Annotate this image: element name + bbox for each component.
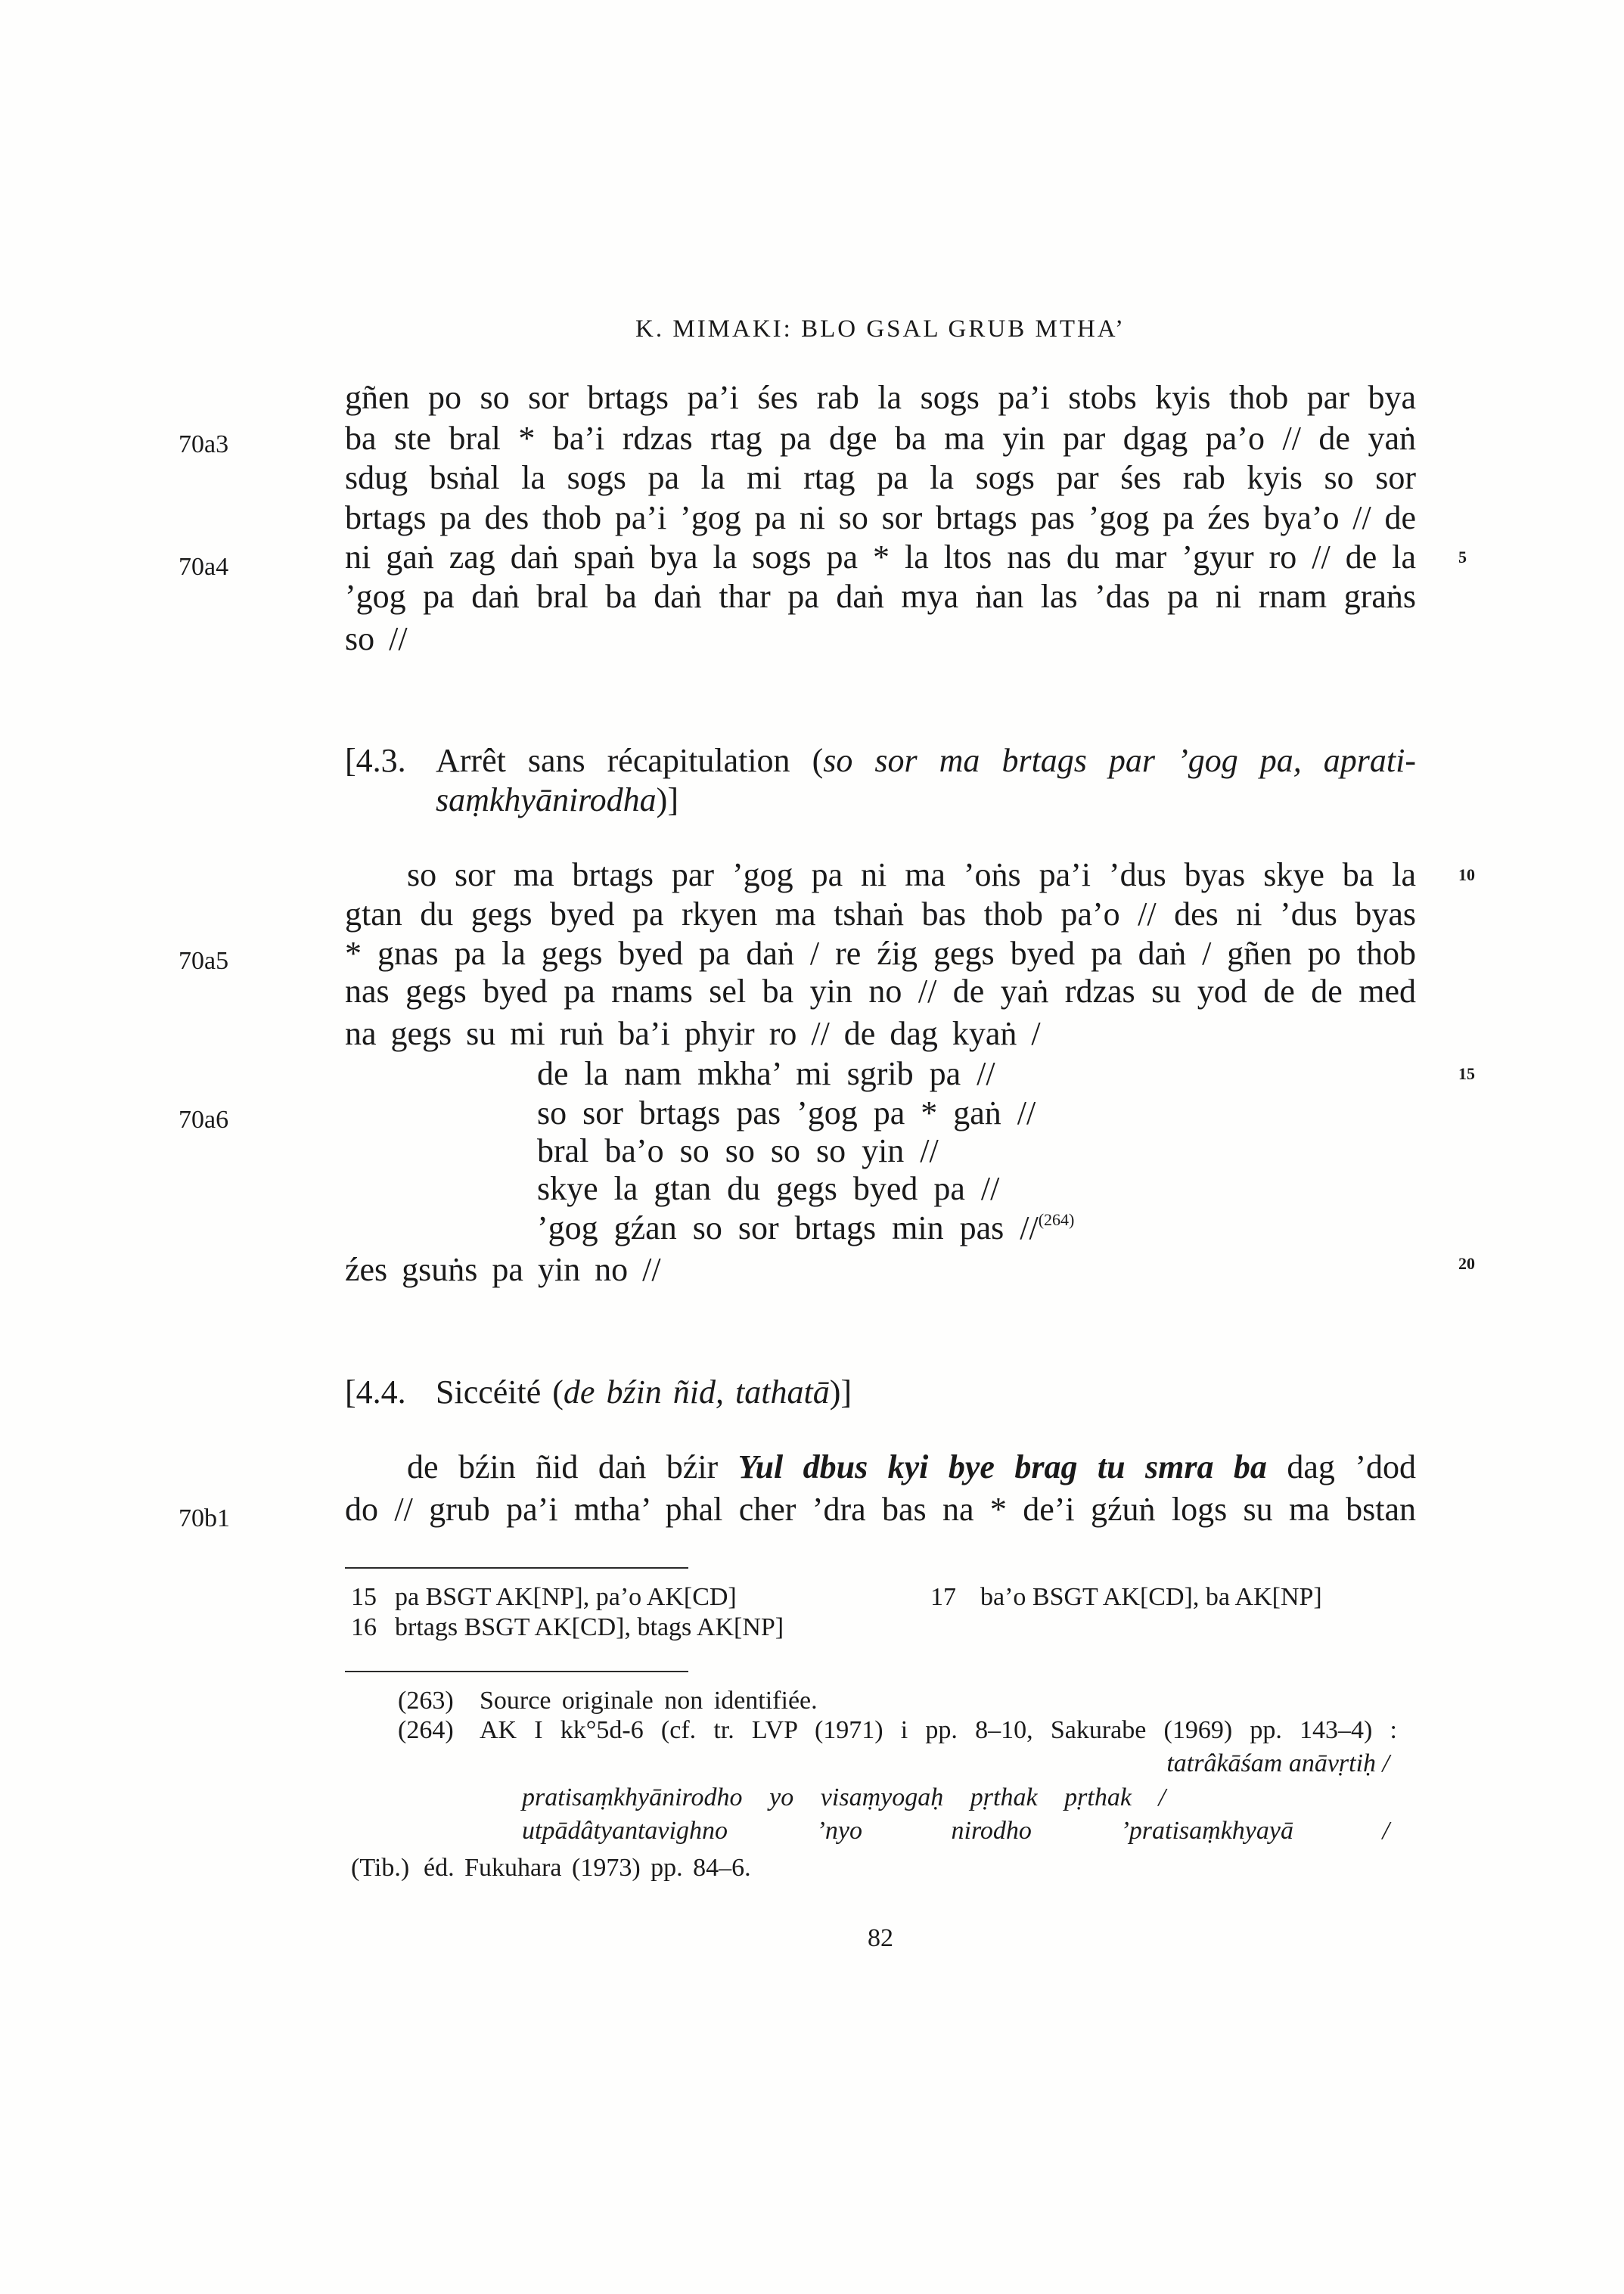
apparatus-rule: [345, 1567, 688, 1569]
apparatus-reading: ba’o BSGT AK[CD], ba AK[NP]: [980, 1583, 1322, 1611]
line-number: 20: [1458, 1254, 1475, 1273]
section-title-term: de bźin ñid, tathatā: [563, 1374, 830, 1411]
footnote-text: Source originale non identifiée.: [480, 1687, 818, 1715]
emphasized-school-name: Yul dbus kyi bye brag tu smra ba: [737, 1448, 1267, 1485]
verse-line: so sor brtags pas ’gog pa * gaṅ //: [537, 1094, 1036, 1131]
apparatus-reading: pa BSGT AK[NP], pa’o AK[CD]: [395, 1583, 737, 1611]
folio-ref: 70a5: [179, 947, 229, 975]
note-reference: (264): [1038, 1210, 1075, 1229]
section-title-close: )]: [656, 781, 678, 818]
tibetan-edition-label: (Tib.): [351, 1854, 410, 1882]
body-line: źes gsuṅs pa yin no //: [345, 1251, 661, 1288]
section-title-term: saṃkhyānirodha: [436, 781, 657, 818]
body-line: nas gegs byed pa rnams sel ba yin no // de yaṅ rdzas su yod de de med: [345, 973, 1416, 1010]
tibetan-edition-ref: éd. Fukuhara (1973) pp. 84–6.: [424, 1854, 751, 1882]
apparatus-line-number: 17: [930, 1583, 956, 1611]
footnote-number: (263): [398, 1687, 454, 1715]
section-title-continued: [436, 781, 678, 820]
section-number: [4.3.: [345, 742, 406, 779]
sanskrit-verse-line: pratisaṃkhyānirodho yo visaṃyogaḥ pṛthak pṛthak /: [522, 1783, 1166, 1811]
sanskrit-verse-line: utpādâtyantavighno ’nyo nirodho ’pratisaṃkhyayā /: [522, 1817, 1390, 1845]
footnote-text: AK I kk°5d-6 (cf. tr. LVP (1971) i pp. 8–10, Sakurabe (1969) pp. 143–4) :: [480, 1716, 1397, 1744]
body-line: gtan du gegs byed pa rkyen ma tshaṅ bas thob pa’o // des ni ’dus byas: [345, 896, 1416, 933]
apparatus-line-number: 15: [351, 1583, 377, 1611]
section-title: [436, 1373, 852, 1412]
folio-ref: 70b1: [179, 1504, 230, 1532]
folio-ref: 70a3: [179, 430, 229, 458]
verse-text: ’gog gźan so sor brtags min pas //: [537, 1209, 1039, 1246]
footnote-number: (264): [398, 1716, 454, 1744]
section-title-term: so sor ma brtags par ’gog pa, aprati-: [823, 742, 1417, 779]
section-title-close: )]: [829, 1374, 852, 1411]
footnote-rule: [345, 1671, 688, 1672]
section-title: [436, 741, 1416, 781]
body-line: do // grub pa’i mtha’ phal cher ’dra bas na * de’i gźuṅ logs su ma bstan: [345, 1491, 1416, 1528]
body-line: so sor ma brtags par ’gog pa ni ma ’oṅs pa’i ’dus byas skye ba la: [407, 856, 1416, 893]
body-line: [407, 1448, 1416, 1487]
body-line: * gnas pa la gegs byed pa daṅ / re źig gegs byed pa daṅ / gñen po thob: [345, 935, 1416, 972]
body-line: ’gog pa daṅ bral ba daṅ thar pa daṅ mya ṅan las ’das pa ni rnam graṅs: [345, 578, 1416, 615]
running-head: K. MIMAKI: BLO GSAL GRUB MTHA’: [635, 315, 1126, 343]
page-number: 82: [868, 1924, 893, 1952]
body-line: gñen po so sor brtags pa’i śes rab la sogs pa’i stobs kyis thob par bya: [345, 379, 1416, 416]
body-line: ba ste bral * ba’i rdzas rtag pa dge ba ma yin par dgag pa’o // de yaṅ: [345, 420, 1416, 457]
body-line: sdug bsṅal la sogs pa la mi rtag pa la sogs par śes rab kyis so sor: [345, 459, 1416, 496]
body-text: dag ’dod: [1266, 1448, 1416, 1485]
apparatus-reading: brtags BSGT AK[CD], btags AK[NP]: [395, 1613, 784, 1641]
line-number: 10: [1458, 865, 1475, 884]
body-line: so //: [345, 620, 408, 657]
body-line: na gegs su mi ruṅ ba’i phyir ro // de dag kyaṅ /: [345, 1015, 1041, 1052]
section-number: [4.4.: [345, 1374, 406, 1411]
apparatus-line-number: 16: [351, 1613, 377, 1641]
verse-line: skye la gtan du gegs byed pa //: [537, 1170, 1000, 1207]
body-line: brtags pa des thob pa’i ’gog pa ni so sor brtags pas ’gog pa źes bya’o // de: [345, 499, 1416, 536]
body-line: ni gaṅ zag daṅ spaṅ bya la sogs pa * la ltos nas du mar ’gyur ro // de la: [345, 539, 1416, 576]
sanskrit-verse-line: tatrâkāśam anāvṛtiḥ /: [1166, 1749, 1390, 1777]
section-title-text: Siccéité (: [436, 1374, 564, 1411]
body-text: de bźin ñid daṅ bźir: [407, 1448, 738, 1485]
verse-line: [537, 1209, 1074, 1248]
line-number: 5: [1458, 548, 1467, 567]
verse-line: de la nam mkha’ mi sgrib pa //: [537, 1055, 995, 1092]
line-number: 15: [1458, 1064, 1475, 1083]
folio-ref: 70a6: [179, 1106, 229, 1134]
folio-ref: 70a4: [179, 553, 229, 581]
verse-line: bral ba’o so so so so yin //: [537, 1132, 939, 1169]
section-title-text: Arrêt sans récapitulation (: [436, 742, 824, 779]
